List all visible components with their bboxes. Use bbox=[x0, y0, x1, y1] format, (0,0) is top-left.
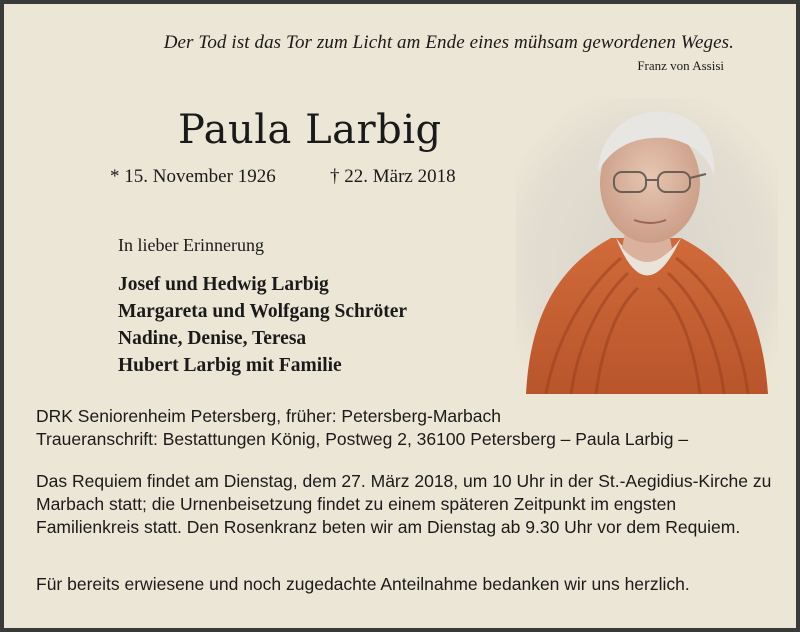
mourner-item: Margareta und Wolfgang Schröter bbox=[118, 301, 408, 322]
quote-author: Franz von Assisi bbox=[637, 58, 724, 73]
mourners-list bbox=[118, 271, 407, 379]
thanks-text: Für bereits erwiesene und noch zugedachte Anteilnahme bedanken wir uns herzlich. bbox=[36, 574, 690, 594]
birth-date: * 15. November 1926 bbox=[110, 166, 276, 187]
info-block bbox=[36, 405, 688, 451]
deceased-name: Paula Larbig bbox=[178, 107, 442, 153]
mourner-item: Hubert Larbig mit Familie bbox=[118, 355, 342, 376]
quote-text: Der Tod ist das Tor zum Licht am Ende eines mühsam gewordenen Weges. bbox=[163, 32, 734, 53]
mourner-item: Nadine, Denise, Teresa bbox=[118, 328, 307, 349]
portrait-illustration bbox=[516, 98, 778, 394]
death-date: † 22. März 2018 bbox=[330, 166, 456, 187]
requiem-text: Das Requiem findet am Dienstag, dem 27. März 2018, um 10 Uhr in der St.-Aegidius-Kirche zu Marbach statt; die Urnenbeisetzung findet zu einem späteren Zeitpunkt im engsten Familienkreis statt. Den Rosenkranz beten wir am Dienstag ab 9.30 Uhr vor dem Requiem. bbox=[36, 471, 772, 537]
portrait-photo bbox=[516, 98, 778, 394]
mourning-address: Traueranschrift: Bestattungen König, Postweg 2, 36100 Petersberg – Paula Larbig – bbox=[36, 429, 689, 449]
mourner-item: Josef und Hedwig Larbig bbox=[118, 274, 329, 295]
residence-line: DRK Seniorenheim Petersberg, früher: Petersberg-Marbach bbox=[36, 406, 501, 426]
memory-label: In lieber Erinnerung bbox=[118, 235, 264, 255]
